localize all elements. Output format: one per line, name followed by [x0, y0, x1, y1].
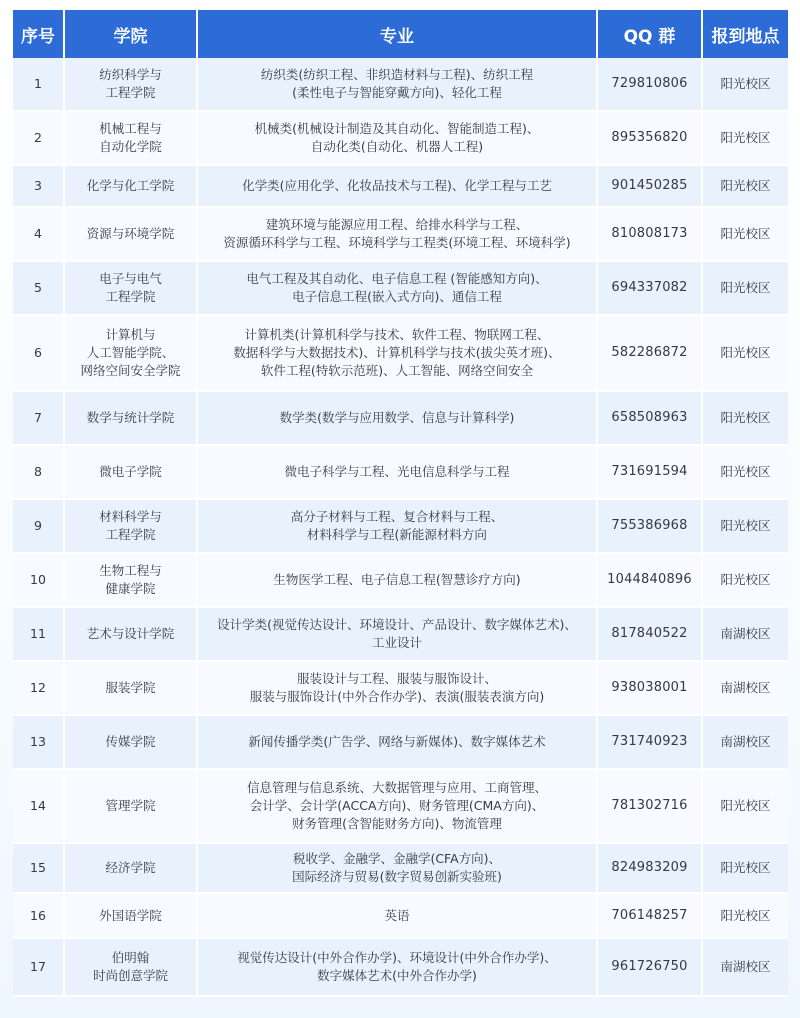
cell-qq-group: 731691594: [598, 446, 703, 500]
cell-college: 材料科学与 工程学院: [65, 500, 198, 554]
cell-location: 阳光校区: [703, 112, 788, 166]
cell-location: 阳光校区: [703, 554, 788, 608]
cell-qq-group: 901450285: [598, 166, 703, 208]
table-row: [13, 939, 788, 997]
table-row: [13, 500, 788, 554]
cell-major: 英语: [198, 894, 598, 939]
cell-major: 设计学类(视觉传达设计、环境设计、产品设计、数字媒体艺术)、 工业设计: [198, 608, 598, 662]
table-row: [13, 608, 788, 662]
cell-college: 计算机与 人工智能学院、 网络空间安全学院: [65, 316, 198, 392]
cell-index: 13: [13, 716, 65, 770]
cell-qq-group: 961726750: [598, 939, 703, 997]
header-college: 学院: [65, 10, 198, 58]
cell-college: 资源与环境学院: [65, 208, 198, 262]
header-location: 报到地点: [703, 10, 788, 58]
cell-location: 阳光校区: [703, 262, 788, 316]
cell-college: 微电子学院: [65, 446, 198, 500]
cell-index: 12: [13, 662, 65, 716]
cell-major: 建筑环境与能源应用工程、给排水科学与工程、 资源循环科学与工程、环境科学与工程类(环境工程、环境科学): [198, 208, 598, 262]
cell-qq-group: 938038001: [598, 662, 703, 716]
cell-college: 艺术与设计学院: [65, 608, 198, 662]
cell-qq-group: 1044840896: [598, 554, 703, 608]
cell-major: 计算机类(计算机科学与技术、软件工程、物联网工程、 数据科学与大数据技术)、计算机科学与技术(拔尖英才班)、 软件工程(特软示范班)、人工智能、网络空间安全: [198, 316, 598, 392]
cell-major: 电气工程及其自动化、电子信息工程 (智能感知方向)、 电子信息工程(嵌入式方向)、通信工程: [198, 262, 598, 316]
cell-index: 15: [13, 844, 65, 894]
table-row: [13, 166, 788, 208]
cell-major: 新闻传播学类(广告学、网络与新媒体)、数字媒体艺术: [198, 716, 598, 770]
table-row: [13, 894, 788, 939]
cell-location: 南湖校区: [703, 716, 788, 770]
table-row: [13, 262, 788, 316]
cell-index: 11: [13, 608, 65, 662]
cell-major: 服装设计与工程、服装与服饰设计、 服装与服饰设计(中外合作办学)、表演(服装表演方向): [198, 662, 598, 716]
table-row: [13, 208, 788, 262]
cell-location: 阳光校区: [703, 446, 788, 500]
cell-qq-group: 658508963: [598, 392, 703, 446]
cell-index: 9: [13, 500, 65, 554]
table-row: [13, 844, 788, 894]
cell-index: 8: [13, 446, 65, 500]
cell-location: 阳光校区: [703, 208, 788, 262]
cell-location: 南湖校区: [703, 608, 788, 662]
table-row: [13, 112, 788, 166]
cell-index: 5: [13, 262, 65, 316]
cell-qq-group: 694337082: [598, 262, 703, 316]
cell-location: 阳光校区: [703, 316, 788, 392]
cell-college: 传媒学院: [65, 716, 198, 770]
table-row: [13, 662, 788, 716]
table-body: [13, 58, 788, 997]
table-row: [13, 58, 788, 112]
table-row: [13, 316, 788, 392]
cell-index: 14: [13, 770, 65, 844]
table-header-row: [13, 10, 788, 58]
cell-index: 7: [13, 392, 65, 446]
cell-college: 纺织科学与 工程学院: [65, 58, 198, 112]
cell-major: 高分子材料与工程、复合材料与工程、 材料科学与工程(新能源材料方向: [198, 500, 598, 554]
cell-major: 化学类(应用化学、化妆品技术与工程)、化学工程与工艺: [198, 166, 598, 208]
cell-index: 16: [13, 894, 65, 939]
cell-major: 微电子科学与工程、光电信息科学与工程: [198, 446, 598, 500]
cell-major: 视觉传达设计(中外合作办学)、环境设计(中外合作办学)、 数字媒体艺术(中外合作办学): [198, 939, 598, 997]
cell-qq-group: 824983209: [598, 844, 703, 894]
cell-index: 2: [13, 112, 65, 166]
cell-qq-group: 731740923: [598, 716, 703, 770]
cell-college: 伯明翰 时尚创意学院: [65, 939, 198, 997]
cell-location: 阳光校区: [703, 392, 788, 446]
cell-qq-group: 582286872: [598, 316, 703, 392]
cell-location: 阳光校区: [703, 166, 788, 208]
cell-college: 服装学院: [65, 662, 198, 716]
cell-major: 数学类(数学与应用数学、信息与计算科学): [198, 392, 598, 446]
cell-index: 3: [13, 166, 65, 208]
cell-major: 生物医学工程、电子信息工程(智慧诊疗方向): [198, 554, 598, 608]
cell-major: 机械类(机械设计制造及其自动化、智能制造工程)、 自动化类(自动化、机器人工程): [198, 112, 598, 166]
cell-college: 化学与化工学院: [65, 166, 198, 208]
cell-college: 电子与电气 工程学院: [65, 262, 198, 316]
cell-qq-group: 755386968: [598, 500, 703, 554]
header-index: 序号: [13, 10, 65, 58]
cell-qq-group: 706148257: [598, 894, 703, 939]
cell-index: 10: [13, 554, 65, 608]
table-row: [13, 770, 788, 844]
header-qq-group: QQ 群: [598, 10, 703, 58]
cell-college: 数学与统计学院: [65, 392, 198, 446]
cell-location: 阳光校区: [703, 844, 788, 894]
cell-index: 1: [13, 58, 65, 112]
cell-college: 生物工程与 健康学院: [65, 554, 198, 608]
cell-index: 17: [13, 939, 65, 997]
cell-college: 经济学院: [65, 844, 198, 894]
cell-major: 纺织类(纺织工程、非织造材料与工程)、纺织工程 (柔性电子与智能穿戴方向)、轻化工程: [198, 58, 598, 112]
cell-location: 阳光校区: [703, 58, 788, 112]
table-row: [13, 392, 788, 446]
cell-index: 4: [13, 208, 65, 262]
cell-qq-group: 817840522: [598, 608, 703, 662]
cell-major: 税收学、金融学、金融学(CFA方向)、 国际经济与贸易(数字贸易创新实验班): [198, 844, 598, 894]
table-row: [13, 554, 788, 608]
registration-table: [13, 10, 788, 997]
header-major: 专业: [198, 10, 598, 58]
cell-location: 阳光校区: [703, 770, 788, 844]
cell-qq-group: 781302716: [598, 770, 703, 844]
cell-major: 信息管理与信息系统、大数据管理与应用、工商管理、 会计学、会计学(ACCA方向)、财务管理(CMA方向)、 财务管理(含智能财务方向)、物流管理: [198, 770, 598, 844]
cell-college: 机械工程与 自动化学院: [65, 112, 198, 166]
table-row: [13, 446, 788, 500]
table-row: [13, 716, 788, 770]
cell-location: 南湖校区: [703, 939, 788, 997]
cell-college: 外国语学院: [65, 894, 198, 939]
cell-location: 南湖校区: [703, 662, 788, 716]
cell-index: 6: [13, 316, 65, 392]
cell-location: 阳光校区: [703, 894, 788, 939]
cell-qq-group: 729810806: [598, 58, 703, 112]
cell-college: 管理学院: [65, 770, 198, 844]
cell-qq-group: 895356820: [598, 112, 703, 166]
cell-location: 阳光校区: [703, 500, 788, 554]
cell-qq-group: 810808173: [598, 208, 703, 262]
